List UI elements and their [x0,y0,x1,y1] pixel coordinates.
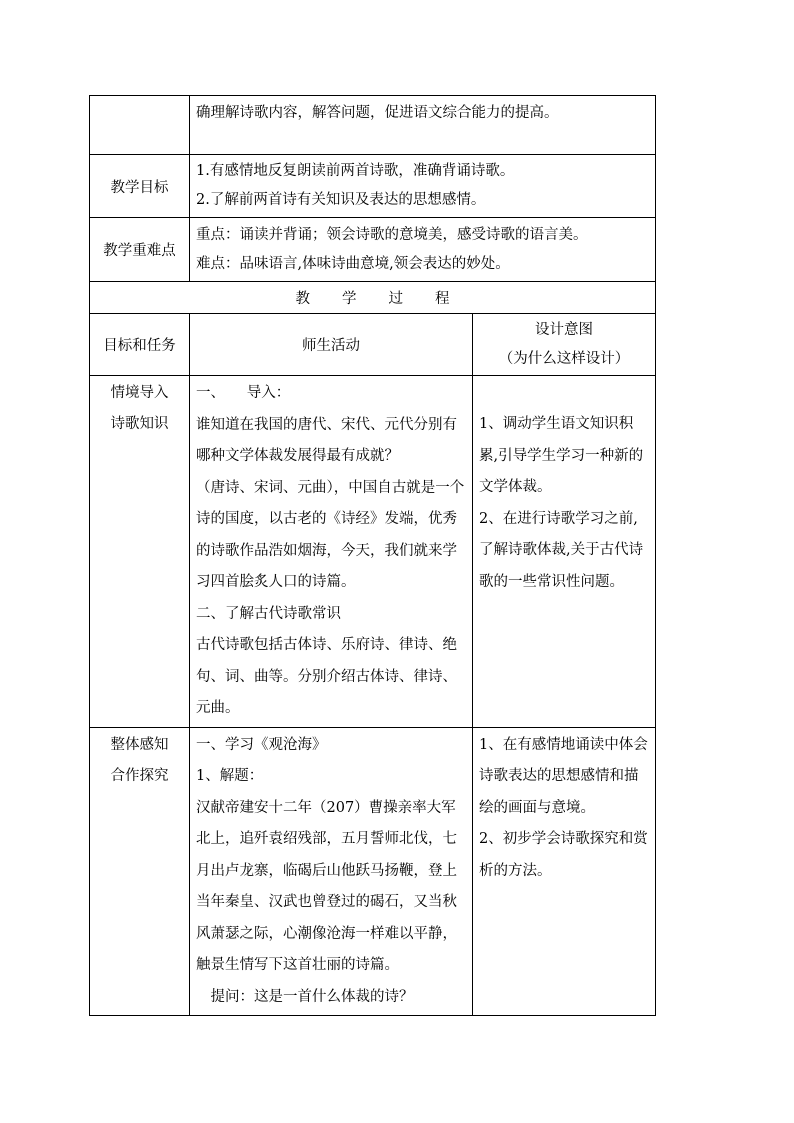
intro-row [90,96,656,155]
section-intro-row [90,376,656,728]
header-goal-task: 目标和任务 [90,314,190,376]
section2-activity-2: 1、解题： [196,768,264,784]
section1-activity-3: （唐诗、宋词、元曲），中国自古就是一个诗的国度，以古老的《诗经》发端，优秀的诗歌作品浩如烟海，今天，我们就来学习四首脍炙人口的诗篇。 [196,479,465,590]
section2-activity-1: 一、学习《观沧海》 [196,736,327,753]
key-points-label: 教学重难点 [103,243,176,259]
header-design-intent: 设计意图 （为什么这样设计） [473,314,656,376]
key-points-text-cell [190,218,656,282]
key-point-line: 重点：诵读并背诵；领会诗歌的意境美，感受诗歌的语言美。 [196,226,588,243]
goals-text-cell [190,155,656,218]
column-header-row [90,314,656,376]
section2-label-cell [90,727,190,1016]
section1-activity-2: 谁知道在我国的唐代、宋代、元代分别有哪种文学体裁发展得最有成就？ [196,416,457,464]
section2-intent-2: 2、初步学会诗歌探究和赏析的方法。 [479,831,648,879]
section1-activity-4: 二、了解古代诗歌常识 [196,605,341,622]
goal-line-2: 2.了解前两首诗有关知识及表达的思想感情。 [196,192,486,208]
section1-intent-cell [473,376,656,728]
section1-intent-2: 2、在进行诗歌学习之前,了解诗歌体裁,关于古代诗歌的一些常识性问题。 [479,510,644,590]
section1-activity-5: 古代诗歌包括古体诗、乐府诗、律诗、绝句、词、曲等。分别介绍古体诗、律诗、元曲。 [196,637,457,716]
intro-label-cell [90,96,190,155]
goals-label-cell [90,155,190,218]
section1-activity-1: 一、 导入： [196,385,291,401]
difficult-point-line: 难点：品味语言,体味诗曲意境,领会表达的妙处。 [196,255,510,272]
section2-label-line-2: 合作探究 [110,767,169,784]
goal-line-1: 1.有感情地反复朗读前两首诗歌，准确背诵诗歌。 [196,163,515,179]
goals-label: 教学目标 [110,179,169,196]
section2-intent-cell [473,727,656,1016]
section-explore-row [90,727,656,1016]
section1-label-cell [90,376,190,728]
intro-text: 确理解诗歌内容，解答问题，促进语文综合能力的提高。 [196,105,559,121]
section1-label-line-1: 情境导入 [110,385,169,401]
goals-row [90,155,656,218]
section2-label-line-1: 整体感知 [110,736,169,753]
process-title-row [90,282,656,314]
key-points-label-cell [90,218,190,282]
section1-label-line-2: 诗歌知识 [110,416,169,432]
key-points-row [90,218,656,282]
section2-activity-4: 提问：这是一首什么体裁的诗？ [196,988,414,1005]
process-title: 教 学 过 程 [295,291,450,307]
section2-activity-3: 汉献帝建安十二年（207）曹操亲率大军北上，追歼袁绍残部，五月誓师北伐，七月出卢龙寨，临碣后山他跃马扬鞭，登上当年秦皇、汉武也曾登过的碣石，又当秋风萧瑟之际，心潮像沧海一样难以平静，触景生情写下这首壮丽的诗篇。 [196,799,457,973]
section2-activity-cell [190,727,473,1016]
process-title-cell [90,282,656,314]
section1-intent-1: 1、调动学生语文知识积累,引导学生学习一种新的文学体裁。 [479,416,644,495]
lesson-plan-table [89,95,656,1016]
section2-intent-1: 1、在有感情地诵读中体会诗歌表达的思想感情和描绘的画面与意境。 [479,736,648,816]
intro-text-cell [190,96,656,155]
header-activity: 师生活动 [190,314,473,376]
section1-activity-cell [190,376,473,728]
